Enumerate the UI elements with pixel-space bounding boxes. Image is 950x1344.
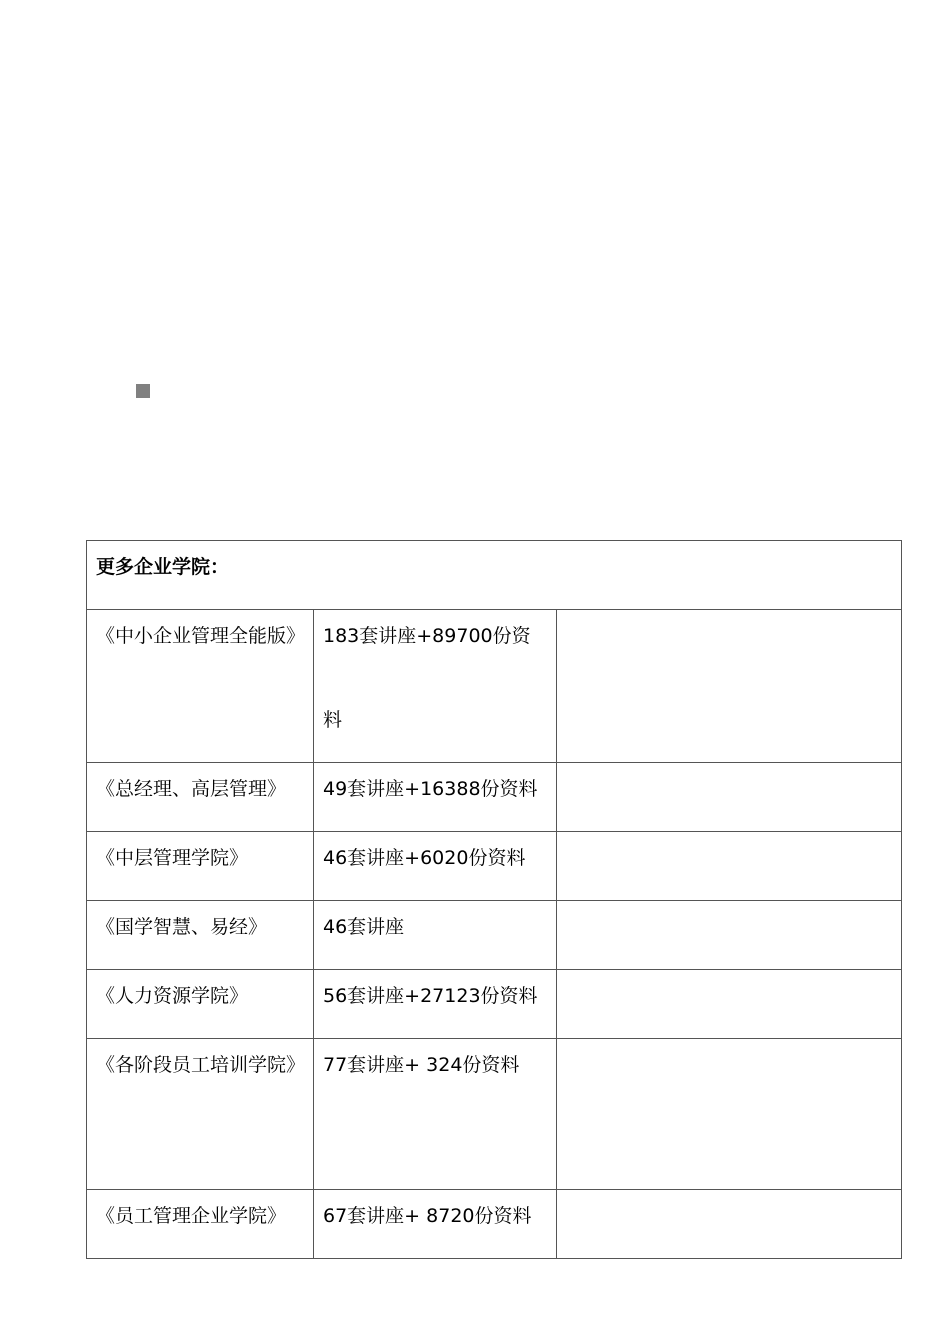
table-header-cell	[87, 541, 902, 610]
academy-name: 《中层管理学院》	[96, 847, 249, 869]
academy-content-cell	[314, 970, 557, 1039]
academy-content: 46套讲座	[323, 916, 405, 938]
academy-content-cell	[314, 1190, 557, 1259]
academy-name-cell	[87, 970, 314, 1039]
academy-content-cell	[314, 832, 557, 901]
table-header-row	[87, 541, 902, 610]
academy-name: 《中小企业管理全能版》	[96, 625, 306, 647]
academy-name-cell	[87, 901, 314, 970]
academy-table	[86, 540, 902, 1259]
academy-content-cell	[314, 1039, 557, 1190]
academy-name: 《各阶段员工培训学院》	[96, 1054, 306, 1076]
academy-name-cell	[87, 832, 314, 901]
bullet-square-icon	[136, 384, 150, 398]
empty-cell	[557, 610, 902, 763]
academy-name-cell	[87, 763, 314, 832]
empty-cell	[557, 1190, 902, 1259]
table-header-label: 更多企业学院：	[96, 556, 230, 578]
table-row	[87, 1190, 902, 1259]
table-row	[87, 901, 902, 970]
table-row	[87, 1039, 902, 1190]
academy-content: 46套讲座+6020份资料	[323, 847, 526, 869]
empty-cell	[557, 1039, 902, 1190]
table-row	[87, 610, 902, 763]
academy-content-cell	[314, 763, 557, 832]
academy-content-cell	[314, 901, 557, 970]
academy-name: 《国学智慧、易经》	[96, 916, 268, 938]
academy-name: 《员工管理企业学院》	[96, 1205, 287, 1227]
academy-name-cell	[87, 1039, 314, 1190]
academy-name: 《人力资源学院》	[96, 985, 249, 1007]
empty-cell	[557, 901, 902, 970]
table-row	[87, 832, 902, 901]
academy-name-cell	[87, 610, 314, 763]
academy-name-cell	[87, 1190, 314, 1259]
table-row	[87, 763, 902, 832]
academy-content: 183套讲座+89700份资料	[323, 625, 531, 731]
academy-content: 49套讲座+16388份资料	[323, 778, 538, 800]
empty-cell	[557, 832, 902, 901]
empty-cell	[557, 970, 902, 1039]
academy-content: 56套讲座+27123份资料	[323, 985, 538, 1007]
academy-content: 77套讲座+ 324份资料	[323, 1054, 520, 1076]
academy-content: 67套讲座+ 8720份资料	[323, 1205, 532, 1227]
academy-name: 《总经理、高层管理》	[96, 778, 287, 800]
academy-content-cell	[314, 610, 557, 763]
table-row	[87, 970, 902, 1039]
empty-cell	[557, 763, 902, 832]
